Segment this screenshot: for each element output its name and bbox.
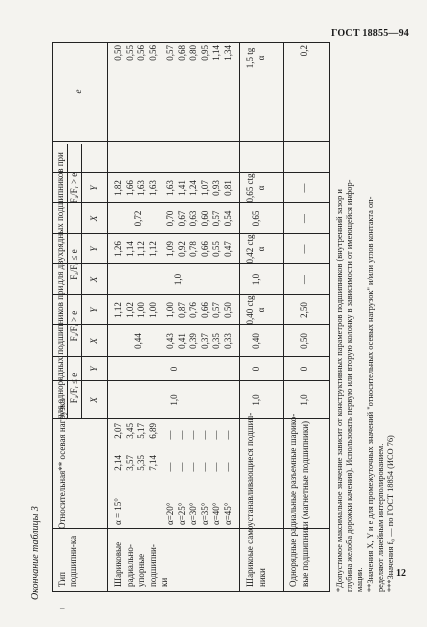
self-aligning-y4: 0,65 ctg α	[245, 173, 266, 203]
head-single-le-e: Fₐ/Fᵣ ≤ e	[69, 372, 79, 404]
single-x-gt-e: 0,44	[133, 333, 143, 349]
head-y: Y	[89, 185, 99, 191]
double-y-gt-e-15: 1,82 1,66 1,63 1,63	[113, 180, 158, 196]
self-aligning-y1: 0	[251, 366, 261, 372]
head-y: Y	[89, 246, 99, 252]
head-double-gt-e: Fₐ/Fᵣ > e	[69, 172, 79, 204]
head-relative-load: Относительная** осевая нагрузка	[57, 398, 67, 529]
magneto-x2: 0,50	[299, 333, 309, 349]
e-values-15: 0,50 0,55 0,56 0,56	[113, 45, 158, 61]
single-x-gt-e-angles: 0,43 0,41 0,39 0,37 0,35 0,33	[165, 333, 233, 349]
dash-column: — — — — — —	[165, 430, 233, 440]
magneto-y3: —	[299, 244, 309, 254]
footnote-line: *Допустимое максимальное значение зависит от конструктивных параметров подшипников (внутренний зазор и	[335, 189, 344, 592]
magneto-x1: 1,0	[299, 394, 309, 406]
footer-mark: –	[60, 603, 65, 613]
e-values-angles: 0,57 0,68 0,80 0,95 1,14 1,34	[165, 45, 233, 61]
bearing-factors-table	[52, 42, 330, 592]
footnote-line: ределяют линейным интерполированием.	[375, 443, 385, 592]
self-aligning-x1: 1,0	[251, 394, 261, 406]
magneto-y2: 2,50	[299, 302, 309, 318]
head-x: X	[89, 215, 99, 222]
dash-column: — — — — — —	[165, 462, 233, 472]
magneto-e: 0,2	[299, 45, 309, 57]
footnote-line: ***Значения f₀ — по ГОСТ 18854 (ИСО 76)	[386, 435, 396, 592]
relative-load-values: 2,14 3,57 5,35 7,14	[113, 455, 158, 471]
page-number: 12	[396, 568, 406, 579]
type-self-aligning: Шарикоые самоустанавливающиеся подшип- ники	[245, 412, 267, 587]
double-x-gt-e: 0,72	[133, 210, 143, 227]
single-x-le-e: 1,0	[169, 394, 179, 406]
table-footnotes	[335, 42, 396, 592]
head-single-row-group: для однорядных подшипников при	[55, 285, 65, 419]
double-y-gt-e-angles: 1,63 1,41 1,24 1,07 0,93 0,81	[165, 180, 233, 196]
rotated-table-page	[30, 40, 410, 600]
head-single-gt-e: Fₐ/Fᵣ > e	[69, 310, 79, 342]
self-aligning-x3: 1,0	[251, 273, 261, 286]
self-aligning-x4: 0,65	[251, 210, 261, 227]
alpha-15-label: α = 15°	[113, 498, 123, 525]
head-e: e	[73, 89, 83, 94]
footnote-line: глубина желоба дорожки качения). Использовать первую или вторую колонку в зависимости от имеющейся инфор-	[345, 179, 355, 592]
self-aligning-y3: 0,42 ctg α	[245, 234, 266, 264]
head-y: Y	[89, 366, 99, 372]
self-aligning-x2: 0,40	[251, 333, 261, 349]
single-y-gt-e-15: 1,12 1,02 1,00 1,00	[113, 302, 158, 318]
double-y-le-e-angles: 1,09 0,92 0,78 0,66 0,55 0,47	[165, 241, 233, 257]
self-aligning-y2: 0,40 ctg α	[245, 295, 266, 325]
standard-number: ГОСТ 18855—94	[331, 28, 410, 39]
single-y-le-e: 0	[169, 366, 179, 372]
magneto-y1: 0	[299, 366, 309, 372]
double-x-gt-e-angles: 0,70 0,67 0,63 0,60 0,57 0,54	[165, 210, 233, 227]
contact-angle-list: α=20° α=25° α=30° α=35° α=40° α=45°	[165, 502, 233, 525]
double-y-le-e-15: 1,26 1,14 1,12 1,12	[113, 241, 158, 257]
head-y: Y	[89, 307, 99, 313]
relative-load-y-values: 2,07 3,45 5,17 6,89	[113, 423, 158, 439]
single-y-gt-e-angles: 1,00 0,87 0,76 0,66 0,57 0,50	[165, 302, 233, 318]
head-double-row-group: для двухрядных подшипников при	[55, 152, 65, 285]
head-bearing-type: Тип подшипни-ка	[57, 535, 78, 587]
head-x: X	[89, 338, 99, 344]
head-double-le-e: Fₐ/Fᵣ ≤ e	[69, 249, 79, 280]
magneto-x4: —	[299, 214, 309, 223]
head-x: X	[89, 276, 99, 283]
head-x: X	[89, 397, 99, 403]
footnote-line: мации.	[355, 567, 365, 592]
double-x-le-e: 1,0	[173, 273, 183, 286]
self-aligning-e: 1,5 tg α	[245, 47, 266, 69]
magneto-x3: —	[299, 275, 309, 284]
table-caption: Окончание таблицы 3	[30, 506, 41, 600]
magneto-y4: —	[299, 183, 309, 193]
type-ball-angular: Шариковые радиально- упорные подшипни- ки	[113, 541, 170, 587]
footnote-line: **Значения X, Y и e для промежуточных значений "относительных осевых нагрузок" и/или углов контакта оп-	[365, 196, 375, 592]
type-magneto: Однорядные радиальные разъемные шарико- вые подшипники (магнетные подшипники)	[288, 413, 310, 587]
